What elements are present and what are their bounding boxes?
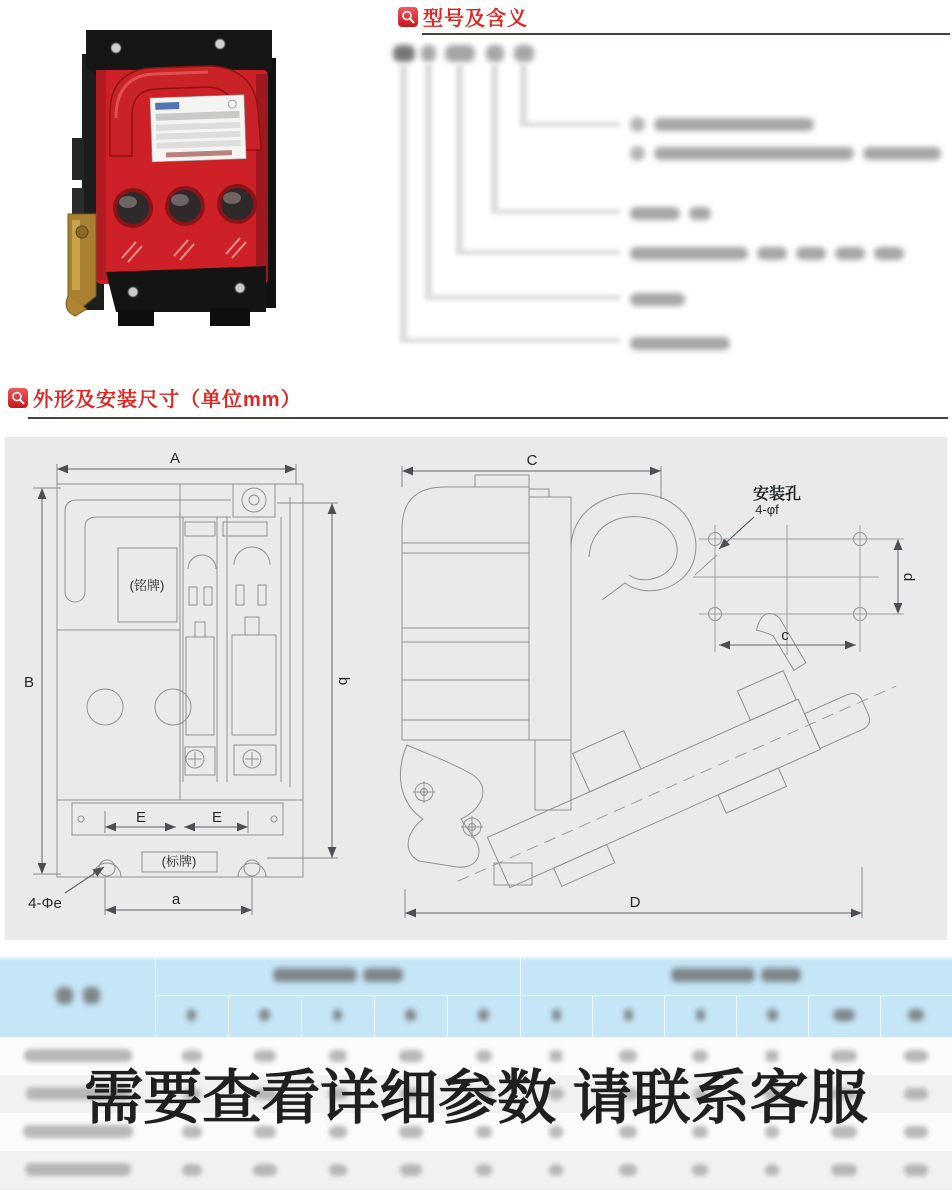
blurred-blob [880, 995, 881, 1037]
magnifier-icon [8, 388, 28, 408]
dim-label-E1: E [135, 809, 147, 826]
blurred-blob [835, 247, 865, 260]
blurred-blob [619, 1164, 637, 1176]
holes-label: 4-Φe [28, 895, 62, 912]
section-model-title: 型号及含义 [423, 8, 528, 30]
blurred-blob [56, 987, 73, 1004]
tagplate-label: (标牌) [161, 854, 197, 869]
mounting-hole-diagram [693, 484, 917, 655]
section-dimensions-title: 外形及安装尺寸（单位mm） [33, 389, 302, 411]
blurred-blob [863, 147, 941, 160]
blurred-blob [833, 1009, 855, 1021]
blurred-blob [908, 1009, 924, 1021]
blurred-blob [259, 1009, 270, 1021]
blurred-blob [491, 209, 620, 214]
drawing-panel [5, 437, 947, 940]
blurred-blob [592, 995, 593, 1037]
section-dimensions-header [8, 383, 302, 412]
dim-label-c: c [781, 627, 789, 644]
blurred-blob [273, 968, 357, 982]
blurred-blob [630, 247, 748, 260]
blurred-blob [624, 1009, 633, 1021]
blurred-blob [904, 1164, 928, 1176]
dim-label-D: D [629, 894, 641, 911]
blurred-blob [671, 968, 755, 982]
model-diagram [0, 0, 952, 370]
blurred-blob [478, 1009, 489, 1021]
dim-label-A: A [169, 450, 181, 467]
table-row [0, 1151, 952, 1190]
blurred-blob [630, 117, 645, 132]
blurred-blob [696, 1009, 705, 1021]
dim-label-C: C [526, 452, 538, 469]
blurred-blob [253, 1164, 277, 1176]
contact-service-overlay: 需要查看详细参数 请联系客服 [84, 1065, 868, 1131]
blurred-blob [765, 1164, 779, 1176]
blurred-blob [520, 122, 620, 127]
blurred-blob [630, 293, 685, 306]
blurred-blob [486, 45, 504, 62]
blurred-blob [25, 1163, 131, 1176]
blurred-blob [228, 995, 229, 1037]
screw-icon [461, 816, 483, 838]
blurred-blob [796, 247, 826, 260]
spec-table-header [0, 955, 952, 1037]
dim-label-E2: E [211, 809, 223, 826]
blurred-blob [400, 1164, 422, 1176]
dim-label-a: a [171, 891, 181, 908]
blurred-blob [549, 1164, 563, 1176]
section-dimensions-underline [28, 417, 948, 419]
nameplate-label: (铭牌) [129, 578, 165, 593]
blurred-blob [456, 64, 463, 252]
blurred-blob [831, 1164, 857, 1176]
dim-label-b: b [335, 676, 352, 686]
blurred-blob [520, 955, 521, 1037]
blurred-blob [456, 250, 620, 255]
blurred-blob [874, 247, 904, 260]
blurred-blob [405, 1009, 416, 1021]
mount-title: 安装孔 [752, 486, 802, 503]
blurred-blob [393, 45, 415, 62]
blurred-blob [329, 1164, 347, 1176]
blurred-blob [425, 64, 432, 297]
blurred-blob [155, 995, 952, 996]
blurred-blob [767, 1009, 778, 1021]
blurred-blob [187, 1009, 196, 1021]
blurred-blob [736, 995, 737, 1037]
blurred-blob [808, 995, 809, 1037]
blurred-blob [400, 338, 620, 343]
blurred-blob [425, 295, 620, 300]
blurred-blob [630, 207, 680, 220]
blurred-blob [447, 995, 448, 1037]
blurred-blob [664, 995, 665, 1037]
blurred-blob [761, 968, 801, 982]
dim-label-B: B [23, 674, 35, 691]
mount-holes-label: 4-φf [755, 502, 779, 517]
blurred-blob [445, 45, 475, 62]
blurred-blob [654, 147, 854, 160]
blurred-blob [520, 64, 527, 124]
screw-icon [413, 781, 435, 803]
blurred-blob [476, 1164, 492, 1176]
blurred-blob [689, 207, 711, 220]
blurred-blob [692, 1164, 708, 1176]
blurred-blob [83, 987, 100, 1004]
blurred-blob [757, 247, 787, 260]
dim-label-d: d [900, 572, 917, 582]
blurred-blob [333, 1009, 342, 1021]
blurred-blob [630, 337, 730, 350]
side-view-drawing [400, 452, 915, 924]
blurred-blob [654, 118, 814, 131]
blurred-blob [400, 64, 407, 340]
blurred-blob [552, 1009, 561, 1021]
blurred-blob [155, 955, 156, 1037]
blurred-blob [630, 146, 645, 161]
blurred-blob [363, 968, 403, 982]
front-view-drawing [24, 450, 352, 915]
screw-icon [186, 750, 204, 768]
blurred-blob [301, 995, 302, 1037]
blurred-blob [491, 64, 498, 211]
screw-icon [243, 750, 261, 768]
blurred-blob [374, 995, 375, 1037]
blurred-blob [421, 45, 436, 62]
blurred-blob [182, 1164, 202, 1176]
blurred-blob [514, 45, 534, 62]
